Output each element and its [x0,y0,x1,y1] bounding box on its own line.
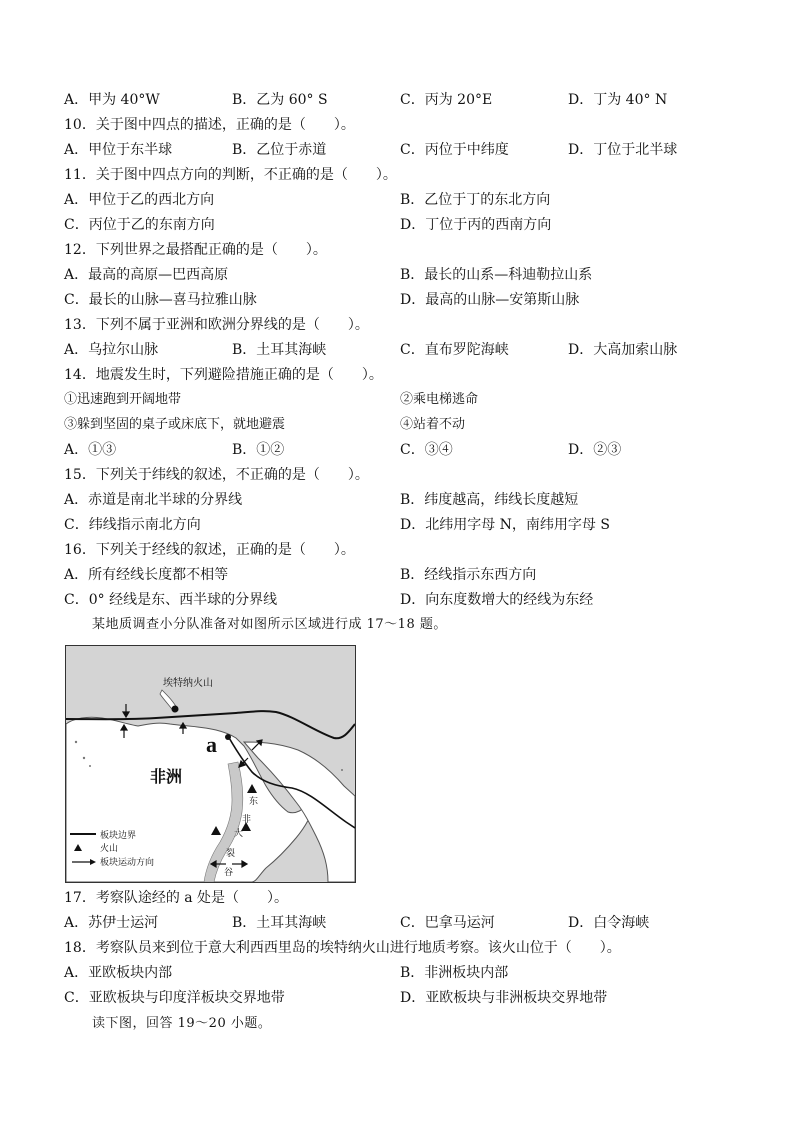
q10-option-a: A．甲位于东半球 [64,142,173,158]
q17-option-c: C．巴拿马运河 [400,915,495,931]
q16-option-a: A．所有经线长度都不相等 [64,567,229,583]
q14-item-3: ③躲到坚固的桌子或床底下，就地避震 [64,417,286,432]
q9-options [64,90,744,110]
q15-stem: 15．下列关于纬线的叙述，不正确的是（ ）。 [64,467,369,483]
q17-option-d: D．白令海峡 [568,915,650,931]
plate-map [66,646,355,882]
rift-char: 大 [234,828,244,838]
q18-option-c: C．亚欧板块与印度洋板块交界地带 [64,990,285,1006]
q11-stem: 11．关于图中四点方向的判断，不正确的是（ ）。 [64,167,397,183]
q14-option-c: C．③④ [400,442,453,458]
intro-17-18: 某地质调查小分队准备对如图所示区域进行成 17～18 题。 [92,617,447,632]
q11-options-row2 [64,215,744,235]
q14-item-2: ②乘电梯逃命 [400,392,479,407]
q15-option-b: B．纬度越高，纬线长度越短 [400,492,579,508]
q16-option-c: C．0° 经线是东、西半球的分界线 [64,592,278,608]
q18-options-row1 [64,963,744,983]
q11-option-c: C．丙位于乙的东南方向 [64,217,215,233]
point-a-marker [225,734,231,740]
q17-options [64,913,744,933]
legend-motion-label: 板块运动方向 [100,857,155,867]
volcano-label: 埃特纳火山 [163,678,213,689]
q9-option-c: C．丙为 20°E [400,92,493,108]
q13-option-a: A．乌拉尔山脉 [64,342,159,358]
q18-option-d: D．亚欧板块与非洲板块交界地带 [400,990,608,1006]
q11-option-a: A．甲位于乙的西北方向 [64,192,215,208]
intro-19-20: 读下图，回答 19～20 小题。 [92,1016,272,1031]
q9-option-b: B．乙为 60° S [232,92,328,108]
q9-option-d: D．丁为 40° N [568,92,668,108]
q10-option-c: C．丙位于中纬度 [400,142,509,158]
q16-stem: 16．下列关于经线的叙述，正确的是（ ）。 [64,542,355,558]
legend-volcano-label: 火山 [100,843,119,853]
q11-option-b: B．乙位于丁的东北方向 [400,192,551,208]
q16-option-d: D．向东度数增大的经线为东经 [400,592,594,608]
q12-options-row2 [64,290,744,310]
q12-option-c: C．最长的山脉—喜马拉雅山脉 [64,292,257,308]
rift-char: 非 [242,814,252,824]
q12-option-b: B．最长的山系—科迪勒拉山系 [400,267,593,283]
q15-option-c: C．纬线指示南北方向 [64,517,201,533]
q14-option-a: A．①③ [64,442,117,458]
q12-stem: 12．下列世界之最搭配正确的是（ ）。 [64,242,327,258]
q14-items-row1 [64,390,744,410]
q18-option-b: B．非洲板块内部 [400,965,509,981]
q16-option-b: B．经线指示东西方向 [400,567,537,583]
q10-option-d: D．丁位于北半球 [568,142,678,158]
rift-char: 东 [249,796,259,806]
q14-option-d: D．②③ [568,442,622,458]
q15-option-a: A．赤道是南北半球的分界线 [64,492,243,508]
rift-char: 谷 [224,867,234,877]
legend-boundary-label: 板块边界 [100,830,137,840]
q18-options-row2 [64,988,744,1008]
q10-stem: 10．关于图中四点的描述，正确的是（ ）。 [64,117,355,133]
q13-options [64,340,744,360]
q14-option-b: B．①② [232,442,285,458]
q10-option-b: B．乙位于赤道 [232,142,327,158]
q16-options-row2 [64,590,744,610]
q17-option-a: A．苏伊士运河 [64,915,159,931]
q12-option-d: D．最高的山脉—安第斯山脉 [400,292,580,308]
q9-option-a: A．甲为 40°W [64,92,160,108]
q12-option-a: A．最高的高原—巴西高原 [64,267,229,283]
q16-options-row1 [64,565,744,585]
rift-char: 裂 [226,848,236,858]
q14-item-4: ④站着不动 [400,417,466,432]
q14-item-1: ①迅速跑到开阔地带 [64,392,182,407]
continent-label: 非洲 [150,769,183,786]
q13-option-d: D．大高加索山脉 [568,342,678,358]
q13-stem: 13．下列不属于亚洲和欧洲分界线的是（ ）。 [64,317,369,333]
q11-options-row1 [64,190,744,210]
q15-options-row2 [64,515,744,535]
q17-stem: 17．考察队途经的 a 处是（ ）。 [64,890,289,906]
q13-option-c: C．直布罗陀海峡 [400,342,509,358]
q15-options-row1 [64,490,744,510]
q14-options [64,440,744,460]
point-a-label: a [206,732,217,757]
q12-options-row1 [64,265,744,285]
plate-map-figure [65,645,356,883]
q11-option-d: D．丁位于丙的西南方向 [400,217,552,233]
q18-stem: 18．考察队员来到位于意大利西西里岛的埃特纳火山进行地质考察。该火山位于（ ）。 [64,940,621,956]
q10-options [64,140,744,160]
q15-option-d: D．北纬用字母 N，南纬用字母 S [400,517,610,533]
q14-items-row2 [64,415,744,435]
q17-option-b: B．土耳其海峡 [232,915,327,931]
q18-option-a: A．亚欧板块内部 [64,965,173,981]
etna-marker [172,706,179,713]
q14-stem: 14．地震发生时，下列避险措施正确的是（ ）。 [64,367,383,383]
q13-option-b: B．土耳其海峡 [232,342,327,358]
